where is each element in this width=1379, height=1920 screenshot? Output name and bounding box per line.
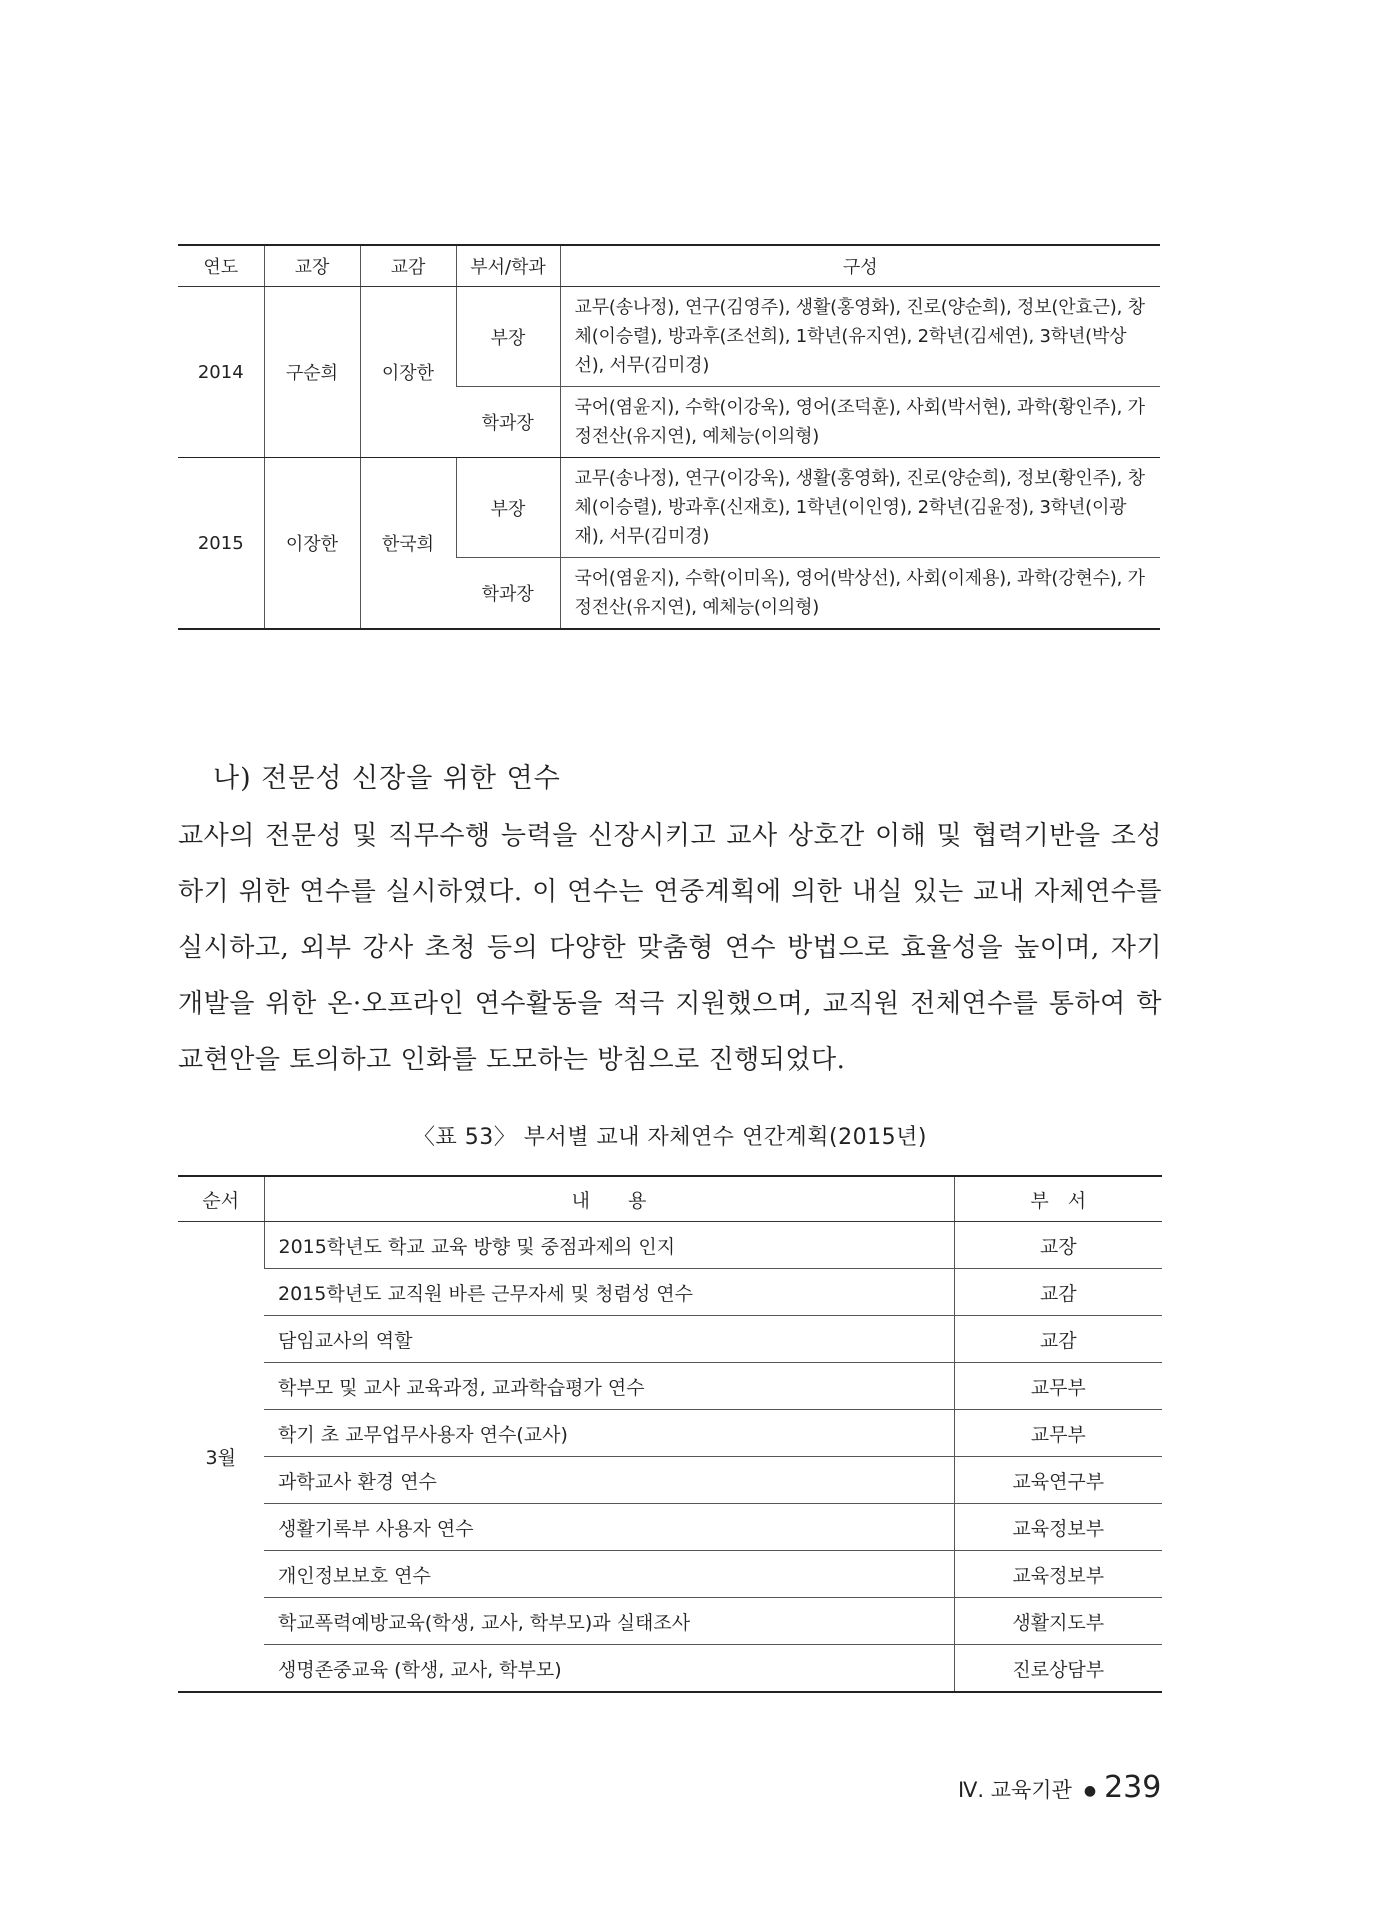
month-cell: 3월 — [178, 1222, 264, 1693]
department-cell: 생활지도부 — [954, 1598, 1162, 1645]
department-cell: 부장 — [456, 458, 560, 558]
content-cell: 학교폭력예방교육(학생, 교사, 학부모)과 실태조사 — [264, 1598, 954, 1645]
page-number: 239 — [1104, 1770, 1162, 1805]
department-cell: 교육연구부 — [954, 1457, 1162, 1504]
department-cell: 진로상담부 — [954, 1645, 1162, 1693]
section-heading: 나) 전문성 신장을 위한 연수 — [213, 763, 561, 794]
content-cell: 생활기록부 사용자 연수 — [264, 1504, 954, 1551]
department-cell: 교무부 — [954, 1363, 1162, 1410]
table-row — [178, 287, 1160, 387]
content-cell: 2015학년도 교직원 바른 근무자세 및 청렴성 연수 — [264, 1269, 954, 1316]
content-cell: 생명존중교육 (학생, 교사, 학부모) — [264, 1645, 954, 1693]
header-year: 연도 — [178, 245, 264, 287]
header-composition: 구성 — [560, 245, 1160, 287]
vice-principal-cell: 이장한 — [360, 287, 456, 458]
composition-cell: 국어(염윤지), 수학(이미옥), 영어(박상선), 사회(이제용), 과학(강현수), 가정전산(유지연), 예체능(이의형) — [560, 558, 1160, 630]
department-cell: 교육정보부 — [954, 1504, 1162, 1551]
table-row — [178, 1363, 1162, 1410]
header-department: 부서/학과 — [456, 245, 560, 287]
page-footer — [958, 1770, 1161, 1805]
department-cell: 교육정보부 — [954, 1551, 1162, 1598]
header-principal: 교장 — [264, 245, 360, 287]
department-cell: 학과장 — [456, 558, 560, 630]
bullet-icon: ● — [1083, 1783, 1097, 1799]
table-caption: 〈표 53〉 부서별 교내 자체연수 연간계획(2015년) — [413, 1125, 927, 1150]
table-row — [178, 1504, 1162, 1551]
table-row — [178, 1316, 1162, 1363]
header-content: 내 용 — [264, 1176, 954, 1222]
table-row — [178, 1222, 1162, 1269]
content-cell: 과학교사 환경 연수 — [264, 1457, 954, 1504]
content-cell: 학기 초 교무업무사용자 연수(교사) — [264, 1410, 954, 1457]
header-vice-principal: 교감 — [360, 245, 456, 287]
year-cell: 2014 — [178, 287, 264, 458]
body-paragraph: 교사의 전문성 및 직무수행 능력을 신장시키고 교사 상호간 이해 및 협력기반을 조성하기 위한 연수를 실시하였다. 이 연수는 연중계획에 의한 내실 있는 교내 자체연수를 실시하고, 외부 강사 초청 등의 다양한 맞춤형 연수 방법으로 효율성을 높이며, 자기개발을 위한 온·오프라인 연수활동을 적극 지원했으며, 교직원 전체연수를 통하여 학교현안을 토의하고 인화를 도모하는 방침으로 진행되었다. — [178, 821, 1162, 1075]
header-order: 순서 — [178, 1176, 264, 1222]
principal-cell: 이장한 — [264, 458, 360, 630]
table-row — [178, 1457, 1162, 1504]
department-cell: 교무부 — [954, 1410, 1162, 1457]
table-row — [178, 1551, 1162, 1598]
department-cell: 부장 — [456, 287, 560, 387]
table-row — [178, 1269, 1162, 1316]
principal-cell: 구순희 — [264, 287, 360, 458]
table-row — [178, 1598, 1162, 1645]
vice-principal-cell: 한국희 — [360, 458, 456, 630]
content-cell: 개인정보보호 연수 — [264, 1551, 954, 1598]
content-cell: 2015학년도 학교 교육 방향 및 중점과제의 인지 — [264, 1222, 954, 1269]
composition-cell: 국어(염윤지), 수학(이강욱), 영어(조덕훈), 사회(박서현), 과학(황인주), 가정전산(유지연), 예체능(이의형) — [560, 387, 1160, 458]
staff-composition-table — [178, 244, 1160, 630]
composition-cell: 교무(송나정), 연구(이강욱), 생활(홍영화), 진로(양순희), 정보(황인주), 창체(이승렬), 방과후(신재호), 1학년(이인영), 2학년(김윤정), 3학년(이광재), 서무(김미경) — [560, 458, 1160, 558]
header-department: 부 서 — [954, 1176, 1162, 1222]
content-cell: 담임교사의 역할 — [264, 1316, 954, 1363]
department-cell: 교감 — [954, 1316, 1162, 1363]
training-plan-table — [178, 1175, 1162, 1693]
chapter-label: Ⅳ. 교육기관 — [958, 1778, 1072, 1802]
content-cell: 학부모 및 교사 교육과정, 교과학습평가 연수 — [264, 1363, 954, 1410]
department-cell: 교장 — [954, 1222, 1162, 1269]
table-row — [178, 458, 1160, 558]
department-cell: 학과장 — [456, 387, 560, 458]
year-cell: 2015 — [178, 458, 264, 630]
table-header-row — [178, 245, 1160, 287]
table-row — [178, 1410, 1162, 1457]
table-header-row — [178, 1176, 1162, 1222]
department-cell: 교감 — [954, 1269, 1162, 1316]
composition-cell: 교무(송나정), 연구(김영주), 생활(홍영화), 진로(양순희), 정보(안효근), 창체(이승렬), 방과후(조선희), 1학년(유지연), 2학년(김세연), 3학년(박상선), 서무(김미경) — [560, 287, 1160, 387]
table-row — [178, 1645, 1162, 1693]
